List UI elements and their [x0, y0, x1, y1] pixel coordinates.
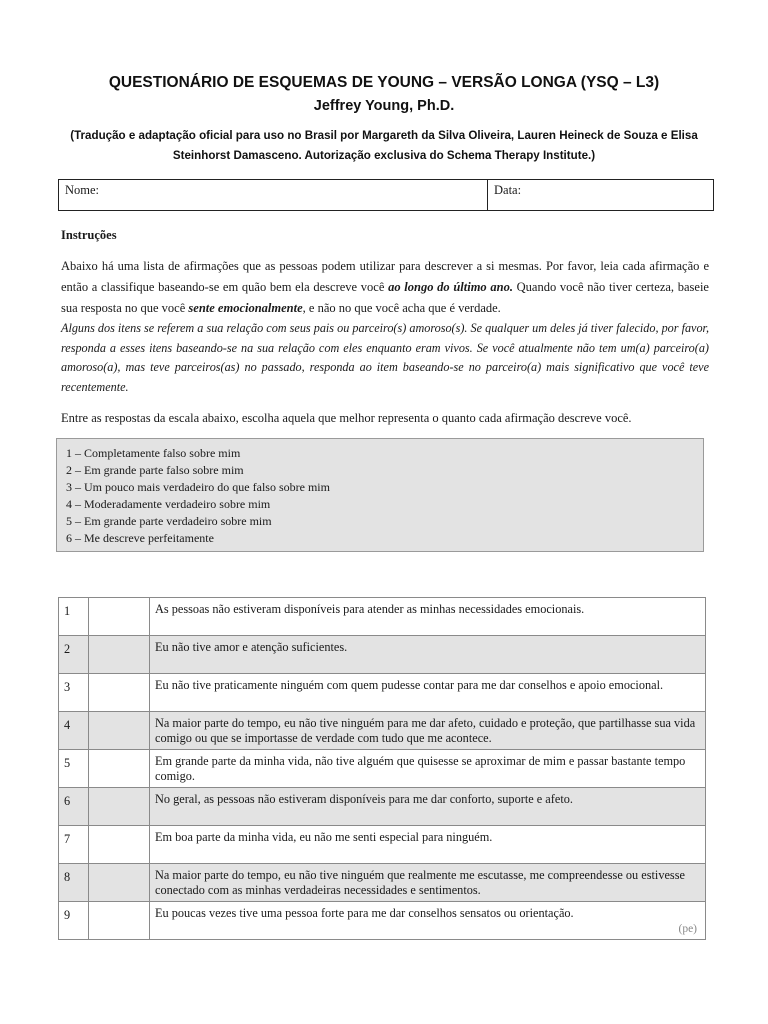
item-text: Na maior parte do tempo, eu não tive ninguém para me dar afeto, cuidado e proteção, que partilhasse sua vida comigo ou que se importasse de verdade com tudo que me acontece.: [150, 712, 706, 750]
p1-text-c: Quando você não tiver certeza, baseie sua resposta no que você: [61, 280, 709, 315]
answer-cell[interactable]: [89, 598, 150, 636]
item-text: Na maior parte do tempo, eu não tive ninguém que realmente me escutasse, me compreendesse ou estivesse conectado com as minhas verdadeiras necessidades e sentimentos.: [150, 864, 706, 902]
item-text: No geral, as pessoas não estiveram disponíveis para me dar conforto, suporte e afeto.: [150, 788, 706, 826]
table-row: [59, 788, 706, 826]
scale-item: 5 – Em grande parte verdadeiro sobre mim: [66, 514, 272, 528]
credit-line-2: Steinhorst Damasceno. Autorização exclusiva do Schema Therapy Institute.): [172, 149, 596, 162]
item-number: 6: [59, 788, 89, 826]
p1-emphasis-feel: sente emocionalmente: [188, 301, 303, 315]
p1-emphasis-last-year: ao longo do último ano.: [388, 280, 513, 294]
table-row: [59, 636, 706, 674]
table-row: [59, 712, 706, 750]
p1-text-a: Abaixo há uma lista de afirmações que as pessoas podem utilizar para descrever a si mesmas. Por favor, leia cada afirmação e então a classifique baseando-se em quão bem ela descreve você: [61, 259, 709, 294]
item-text: Em boa parte da minha vida, eu não me senti especial para ninguém.: [150, 826, 706, 864]
item-number: 7: [59, 826, 89, 864]
item-number: 4: [59, 712, 89, 750]
date-label: Data:: [494, 183, 522, 197]
page-title: QUESTIONÁRIO DE ESQUEMAS DE YOUNG – VERSÃO LONGA (YSQ – L3): [108, 74, 660, 91]
table-row: [59, 674, 706, 712]
response-scale: [56, 438, 704, 552]
item-number: 9: [59, 902, 89, 940]
answer-cell[interactable]: [89, 864, 150, 902]
author-line: Jeffrey Young, Ph.D.: [313, 98, 455, 114]
item-number: 2: [59, 636, 89, 674]
item-text: Em grande parte da minha vida, não tive alguém que quisesse se aproximar de mim e passar bastante tempo comigo.: [150, 750, 706, 788]
credit-line-1: (Tradução e adaptação oficial para uso no Brasil por Margareth da Silva Oliveira, Lauren Heineck de Souza e Elisa: [70, 129, 698, 142]
item-number: 8: [59, 864, 89, 902]
answer-cell[interactable]: [89, 674, 150, 712]
p1-text-e: , e não no que você acha que é verdade.: [302, 301, 501, 315]
name-field[interactable]: [59, 180, 488, 210]
instructions-paragraph-1: [61, 256, 709, 319]
answer-cell[interactable]: [89, 902, 150, 940]
answer-cell[interactable]: [89, 712, 150, 750]
item-text: As pessoas não estiveram disponíveis para atender as minhas necessidades emocionais.: [150, 598, 706, 636]
scale-item: 6 – Me descreve perfeitamente: [66, 531, 214, 545]
name-date-box: [58, 179, 714, 211]
items-table: [58, 597, 706, 940]
table-row: [59, 750, 706, 788]
scale-item: 1 – Completamente falso sobre mim: [66, 446, 241, 460]
item-number: 5: [59, 750, 89, 788]
item-text: Eu não tive praticamente ninguém com quem pudesse contar para me dar conselhos e apoio emocional.: [150, 674, 706, 712]
answer-cell[interactable]: [89, 636, 150, 674]
translation-credit: [66, 126, 702, 166]
scale-item: 3 – Um pouco mais verdadeiro do que falso sobre mim: [66, 480, 330, 494]
instructions-paragraph-2: Alguns dos itens se referem a sua relação com seus pais ou parceiro(s) amoroso(s). Se qualquer um deles já tiver falecido, por favor, responda a esses itens baseando-se na sua relação com eles enquanto eram vivos. Se você atualmente não tem um(a) parceiro(a) amoroso(a), mas teve parceiros(as) no passado, responda ao item baseando-se no parceiro(a) mais significativo que você teve recentemente.: [61, 321, 709, 394]
item-number: 3: [59, 674, 89, 712]
name-label: Nome:: [65, 183, 100, 197]
instructions-paragraph-3: Entre as respostas da escala abaixo, escolha aquela que melhor representa o quanto cada afirmação descreve você.: [61, 411, 632, 425]
item-number: 1: [59, 598, 89, 636]
answer-cell[interactable]: [89, 826, 150, 864]
table-row: [59, 864, 706, 902]
table-row: [59, 598, 706, 636]
item-text-cell: [150, 902, 706, 940]
item-text: Eu não tive amor e atenção suficientes.: [150, 636, 706, 674]
answer-cell[interactable]: [89, 750, 150, 788]
table-row: [59, 826, 706, 864]
date-field[interactable]: [488, 180, 713, 210]
table-row: [59, 902, 706, 940]
scale-item: 4 – Moderadamente verdadeiro sobre mim: [66, 497, 271, 511]
continue-mark: (pe): [678, 922, 697, 935]
answer-cell[interactable]: [89, 788, 150, 826]
instructions-heading: Instruções: [61, 228, 117, 242]
item-text: Eu poucas vezes tive uma pessoa forte para me dar conselhos sensatos ou orientação.: [155, 906, 574, 920]
scale-item: 2 – Em grande parte falso sobre mim: [66, 463, 244, 477]
